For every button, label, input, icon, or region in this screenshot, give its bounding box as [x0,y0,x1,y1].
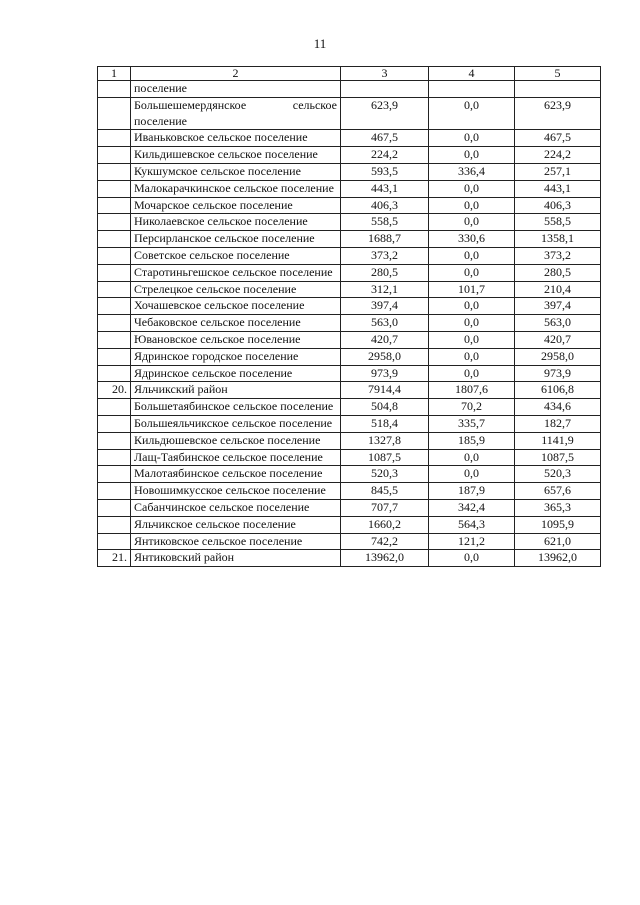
settlement-name-cell: Хочашевское сельское поселение [131,298,341,315]
value-col4-cell: 0,0 [429,130,515,147]
table-row [98,315,601,332]
table-row [98,449,601,466]
table-row [98,466,601,483]
value-col3-cell: 742,2 [341,533,429,550]
table-row [98,130,601,147]
value-col4-cell: 0,0 [429,97,515,130]
value-col4-cell: 0,0 [429,247,515,264]
value-col4-cell: 0,0 [429,449,515,466]
value-col3-cell: 1660,2 [341,516,429,533]
settlement-name-cell: Персирланское сельское поселение [131,231,341,248]
value-col4-cell: 185,9 [429,432,515,449]
table-row [98,533,601,550]
value-col5-cell: 1141,9 [515,432,601,449]
value-col4-cell: 0,0 [429,264,515,281]
value-col4-cell: 0,0 [429,365,515,382]
row-number-cell [98,147,131,164]
table-row [98,264,601,281]
value-col3-cell: 467,5 [341,130,429,147]
settlement-name-cell: Большеяльчикское сельское поселение [131,415,341,432]
table-row [98,147,601,164]
table-row [98,180,601,197]
settlement-name-cell: Малотаябинское сельское поселение [131,466,341,483]
value-col5-cell: 434,6 [515,399,601,416]
value-col3-cell: 443,1 [341,180,429,197]
row-number-cell [98,365,131,382]
settlement-name-cell: Николаевское сельское поселение [131,214,341,231]
value-col3-cell [341,81,429,98]
row-number-cell [98,214,131,231]
value-col4-cell: 335,7 [429,415,515,432]
value-col3-cell: 504,8 [341,399,429,416]
table-row [98,81,601,98]
value-col5-cell: 13962,0 [515,550,601,567]
value-col5-cell: 224,2 [515,147,601,164]
value-col5-cell: 623,9 [515,97,601,130]
row-number-cell: 21. [98,550,131,567]
row-number-cell [98,466,131,483]
row-number-cell [98,533,131,550]
settlement-name-cell: Яльчикское сельское поселение [131,516,341,533]
table-row [98,281,601,298]
value-col3-cell: 558,5 [341,214,429,231]
table-row [98,298,601,315]
value-col4-cell: 330,6 [429,231,515,248]
row-number-cell [98,449,131,466]
row-number-cell [98,130,131,147]
value-col4-cell: 0,0 [429,147,515,164]
table-row [98,214,601,231]
settlement-name-cell: Яльчикский район [131,382,341,399]
value-col3-cell: 1688,7 [341,231,429,248]
value-col5-cell: 621,0 [515,533,601,550]
value-col3-cell: 397,4 [341,298,429,315]
row-number-cell [98,483,131,500]
settlement-name-cell: Чебаковское сельское поселение [131,315,341,332]
row-number-cell [98,516,131,533]
settlement-name-cell: Кильдюшевское сельское поселение [131,432,341,449]
value-col5-cell: 1087,5 [515,449,601,466]
settlement-name-cell: Советское сельское поселение [131,247,341,264]
value-col5-cell: 657,6 [515,483,601,500]
value-col4-cell: 101,7 [429,281,515,298]
value-col3-cell: 13962,0 [341,550,429,567]
row-number-cell [98,281,131,298]
value-col5-cell: 420,7 [515,331,601,348]
value-col5-cell [515,81,601,98]
settlement-name-cell: Большешемердянское сельское поселение [131,97,341,130]
value-col4-cell: 0,0 [429,197,515,214]
value-col5-cell: 406,3 [515,197,601,214]
row-number-cell [98,432,131,449]
value-col4-cell: 336,4 [429,163,515,180]
row-number-cell [98,197,131,214]
value-col5-cell: 210,4 [515,281,601,298]
value-col3-cell: 845,5 [341,483,429,500]
value-col5-cell: 397,4 [515,298,601,315]
value-col3-cell: 7914,4 [341,382,429,399]
budget-table [97,66,601,567]
column-header-1: 1 [98,67,131,81]
value-col3-cell: 224,2 [341,147,429,164]
row-number-cell [98,97,131,130]
table-row [98,348,601,365]
value-col5-cell: 1095,9 [515,516,601,533]
value-col4-cell [429,81,515,98]
table-row [98,197,601,214]
column-header-3: 3 [341,67,429,81]
value-col4-cell: 0,0 [429,214,515,231]
table-row [98,499,601,516]
value-col5-cell: 443,1 [515,180,601,197]
table-row [98,231,601,248]
table-row [98,365,601,382]
value-col3-cell: 518,4 [341,415,429,432]
table-row [98,483,601,500]
value-col3-cell: 373,2 [341,247,429,264]
value-col4-cell: 0,0 [429,466,515,483]
settlement-name-cell: Лащ-Таябинское сельское поселение [131,449,341,466]
value-col3-cell: 593,5 [341,163,429,180]
row-number-cell [98,348,131,365]
table-row [98,382,601,399]
row-number-cell [98,415,131,432]
settlement-name-cell: Новошимкусское сельское поселение [131,483,341,500]
settlement-name-cell: Старотиньгешское сельское поселение [131,264,341,281]
settlement-name-cell: Иваньковское сельское поселение [131,130,341,147]
settlement-name-cell: Ядринское городское поселение [131,348,341,365]
table-row [98,97,601,130]
row-number-cell [98,315,131,332]
row-number-cell [98,499,131,516]
value-col4-cell: 187,9 [429,483,515,500]
value-col3-cell: 1327,8 [341,432,429,449]
value-col5-cell: 280,5 [515,264,601,281]
table-row [98,399,601,416]
page-number: 11 [313,36,327,51]
settlement-name-cell: Сабанчинское сельское поселение [131,499,341,516]
table-row [98,247,601,264]
value-col4-cell: 0,0 [429,180,515,197]
settlement-name-cell: Большетаябинское сельское поселение [131,399,341,416]
value-col4-cell: 0,0 [429,315,515,332]
table-header-row [98,67,601,81]
value-col3-cell: 420,7 [341,331,429,348]
value-col4-cell: 0,0 [429,331,515,348]
value-col3-cell: 707,7 [341,499,429,516]
value-col5-cell: 365,3 [515,499,601,516]
value-col4-cell: 70,2 [429,399,515,416]
value-col5-cell: 563,0 [515,315,601,332]
value-col5-cell: 2958,0 [515,348,601,365]
value-col4-cell: 0,0 [429,298,515,315]
column-header-4: 4 [429,67,515,81]
value-col5-cell: 973,9 [515,365,601,382]
value-col4-cell: 0,0 [429,550,515,567]
value-col4-cell: 342,4 [429,499,515,516]
value-col4-cell: 564,3 [429,516,515,533]
value-col3-cell: 312,1 [341,281,429,298]
row-number-cell [98,247,131,264]
value-col4-cell: 121,2 [429,533,515,550]
row-number-cell [98,81,131,98]
settlement-name-cell: Мочарское сельское поселение [131,197,341,214]
value-col4-cell: 0,0 [429,348,515,365]
value-col5-cell: 467,5 [515,130,601,147]
settlement-name-cell: поселение [131,81,341,98]
value-col5-cell: 373,2 [515,247,601,264]
value-col5-cell: 182,7 [515,415,601,432]
table-row [98,163,601,180]
column-header-5: 5 [515,67,601,81]
value-col4-cell: 1807,6 [429,382,515,399]
row-number-cell [98,180,131,197]
settlement-name-cell: Янтиковское сельское поселение [131,533,341,550]
value-col5-cell: 520,3 [515,466,601,483]
value-col5-cell: 257,1 [515,163,601,180]
row-number-cell: 20. [98,382,131,399]
table-row [98,331,601,348]
value-col3-cell: 520,3 [341,466,429,483]
value-col3-cell: 2958,0 [341,348,429,365]
value-col3-cell: 280,5 [341,264,429,281]
settlement-name-cell: Кукшумское сельское поселение [131,163,341,180]
table-row [98,516,601,533]
value-col3-cell: 1087,5 [341,449,429,466]
settlement-name-cell: Малокарачкинское сельское поселение [131,180,341,197]
value-col5-cell: 558,5 [515,214,601,231]
value-col3-cell: 563,0 [341,315,429,332]
value-col3-cell: 973,9 [341,365,429,382]
settlement-name-cell: Кильдишевское сельское поселение [131,147,341,164]
settlement-name-cell: Янтиковский район [131,550,341,567]
row-number-cell [98,264,131,281]
row-number-cell [98,231,131,248]
row-number-cell [98,163,131,180]
column-header-2: 2 [131,67,341,81]
row-number-cell [98,331,131,348]
table-row [98,432,601,449]
table-row [98,550,601,567]
settlement-name-cell: Стрелецкое сельское поселение [131,281,341,298]
settlement-name-cell: Ювановское сельское поселение [131,331,341,348]
value-col5-cell: 1358,1 [515,231,601,248]
table-row [98,415,601,432]
value-col3-cell: 406,3 [341,197,429,214]
row-number-cell [98,399,131,416]
row-number-cell [98,298,131,315]
settlement-name-cell: Ядринское сельское поселение [131,365,341,382]
value-col5-cell: 6106,8 [515,382,601,399]
value-col3-cell: 623,9 [341,97,429,130]
